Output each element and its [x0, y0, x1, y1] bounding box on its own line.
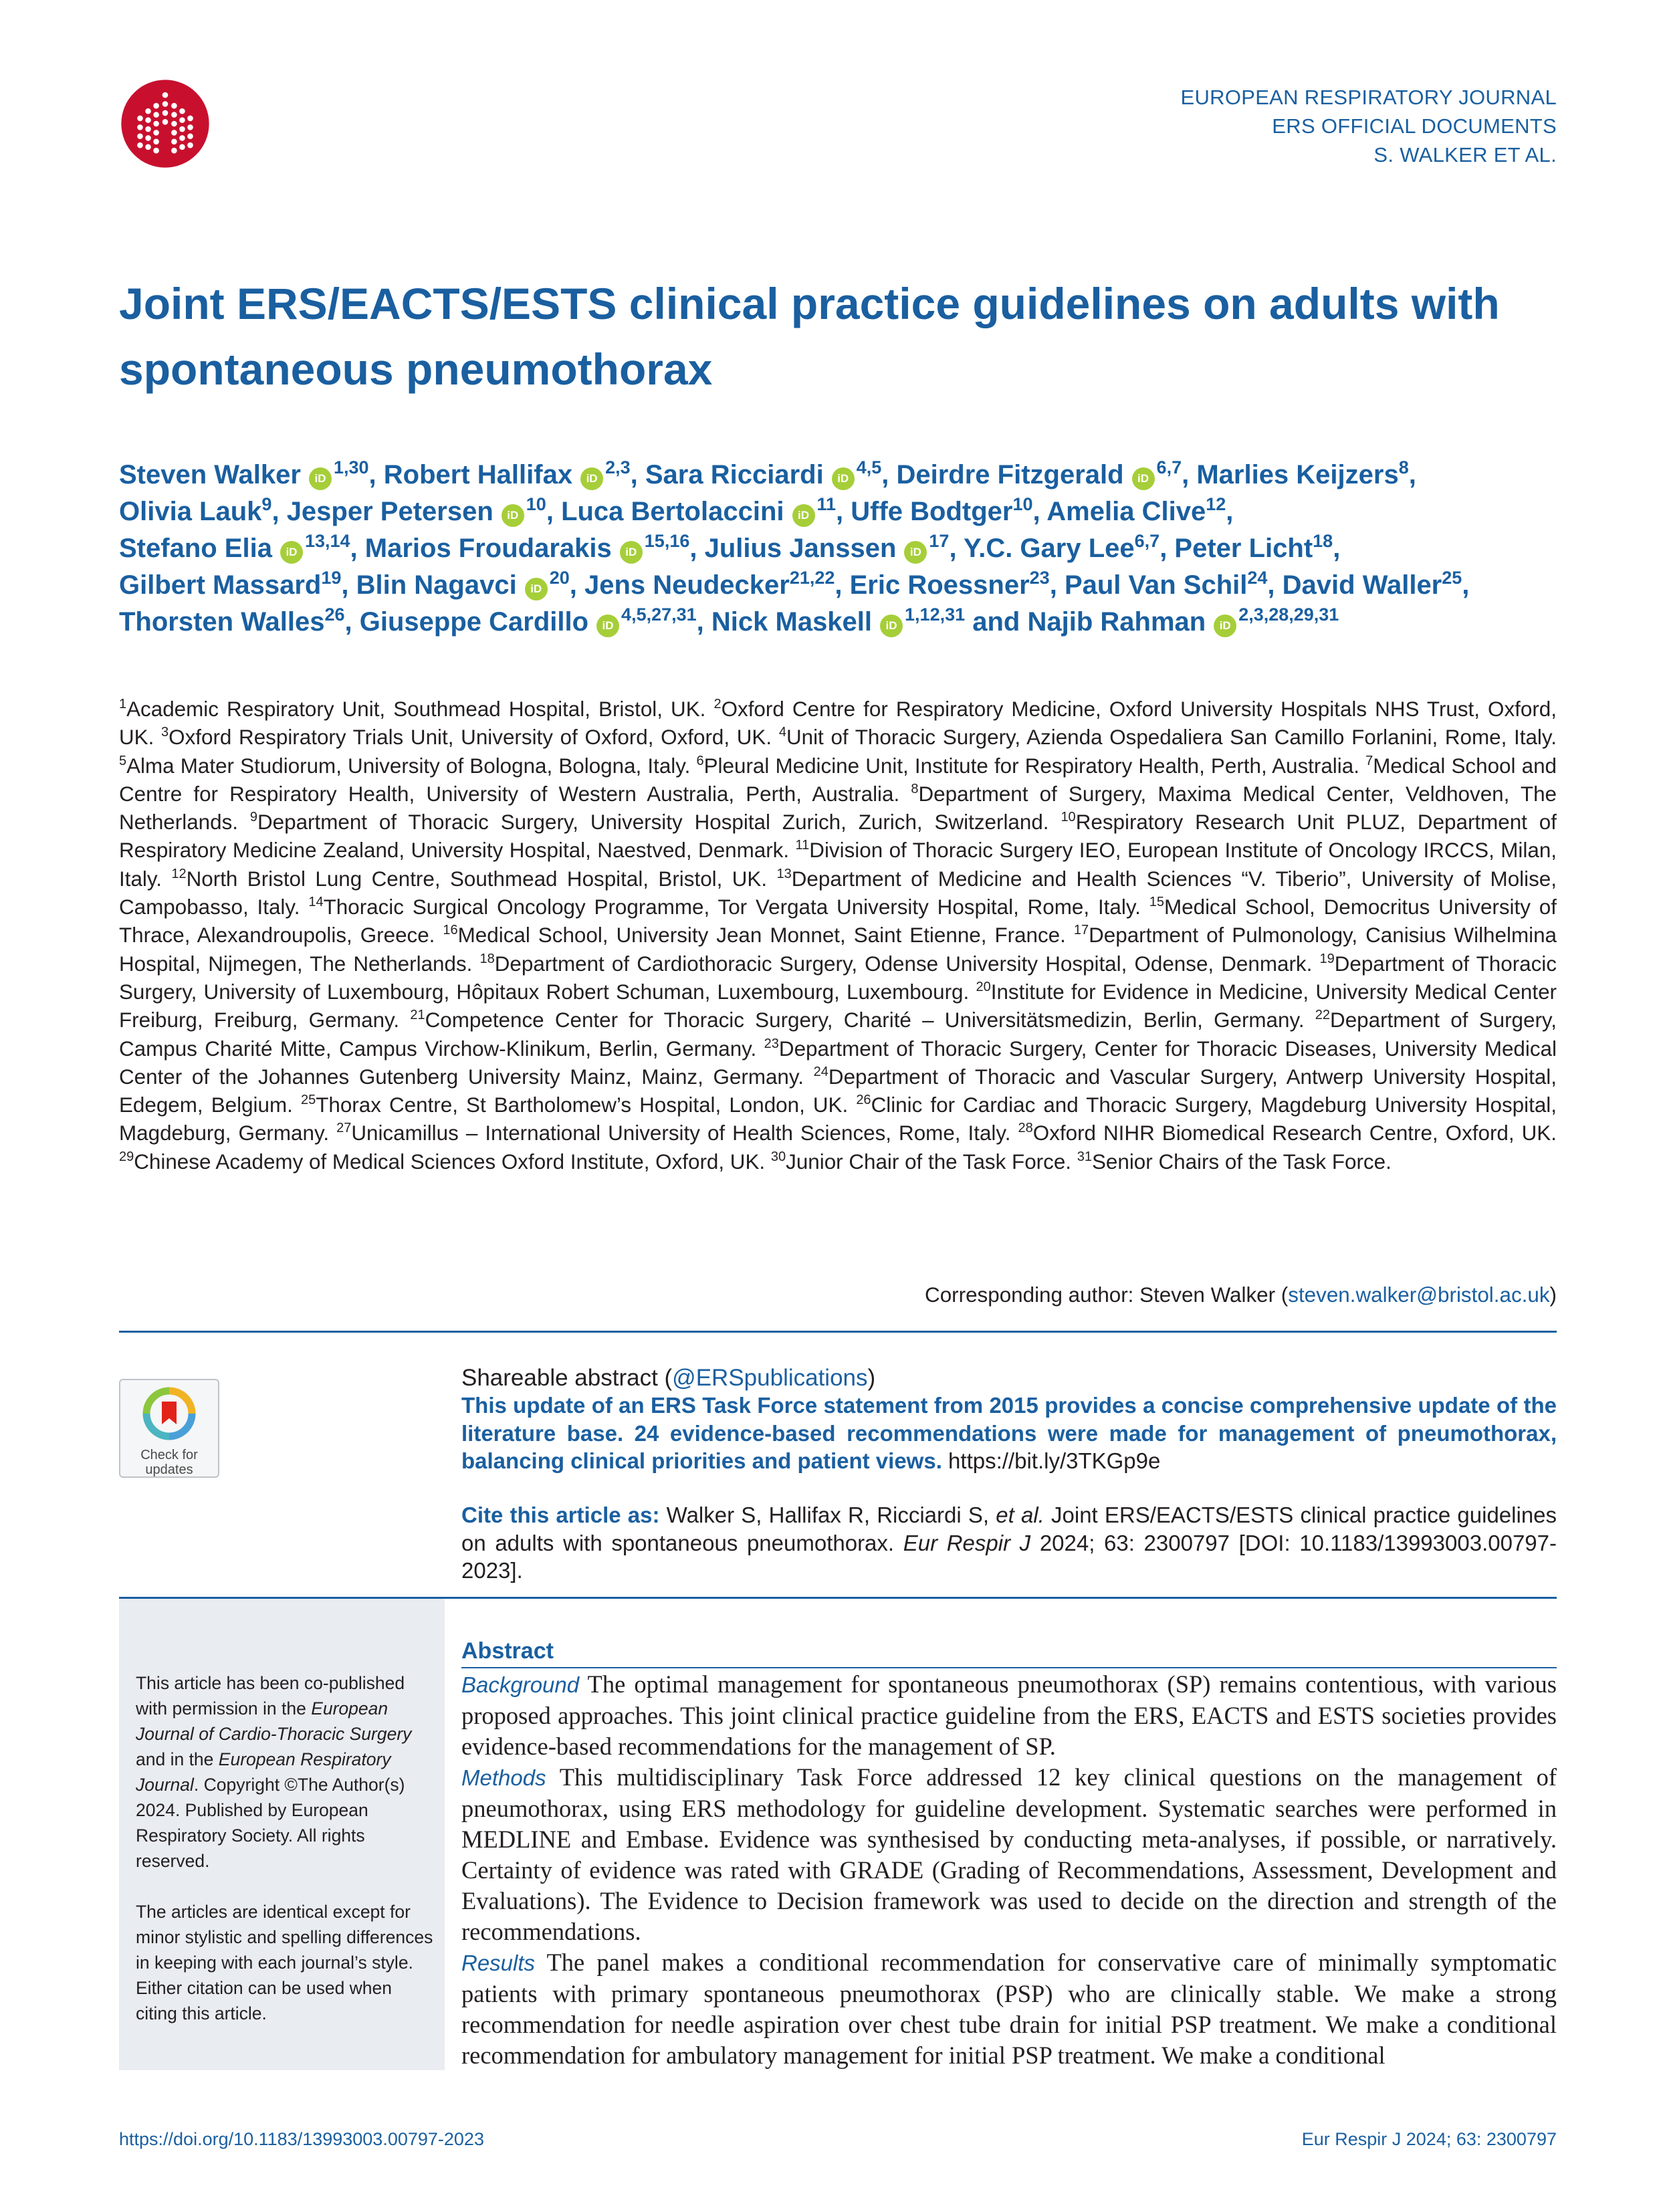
affiliation-text: Medical School, University Jean Monnet, Saint Etienne, France. [457, 923, 1066, 948]
orcid-icon[interactable]: iD [832, 467, 855, 490]
author-separator: , [1159, 534, 1175, 563]
affiliation-number: 18 [479, 951, 495, 966]
author-name-text: Eric Roessner [849, 570, 1030, 600]
orcid-icon[interactable]: iD [880, 615, 903, 637]
affiliation [336, 1121, 1010, 1145]
affiliation [480, 952, 1313, 976]
affiliation-number: 28 [1018, 1121, 1033, 1136]
sidebar-text-a: This article has been co-published with permission in the [136, 1673, 405, 1719]
logo-dot [137, 142, 143, 148]
author-name [896, 457, 1182, 489]
affiliation [1077, 1150, 1392, 1174]
author-name [1027, 604, 1339, 637]
author-separator: , [1032, 497, 1047, 526]
author-name [851, 494, 1033, 526]
affiliation-text: Department of Thoracic Surgery, University of Luxembourg, Hôpitaux Robert Schuman, Luxembourg, Luxembourg. [119, 952, 1557, 1004]
author-separator: , [1333, 534, 1341, 563]
author-separator: , [341, 570, 356, 600]
affiliation-text: Oxford Respiratory Trials Unit, University of Oxford, Oxford, UK. [169, 726, 772, 750]
check-for-updates-button[interactable] [119, 1379, 219, 1478]
affiliation [301, 1093, 848, 1117]
affiliation-number: 22 [1315, 1008, 1331, 1023]
affiliation-number: 29 [119, 1149, 134, 1164]
abstract-section-label: Methods [461, 1765, 546, 1790]
cite-title: Joint ERS/EACTS/ESTS clinical practice guidelines on adults with spontaneous pneumothorax. [461, 1503, 1557, 1555]
author-name-text: Stefano Elia [119, 534, 272, 563]
author-affiliation-number: 4,5 [856, 457, 882, 477]
affiliation-text: Clinic for Cardiac and Thoracic Surgery, Magdeburg University Hospital, Magdeburg, Germany. [119, 1093, 1557, 1145]
logo-dot [145, 135, 151, 141]
logo-dot [179, 117, 185, 123]
author-name-text: Julius Janssen [704, 534, 897, 563]
check-for-updates-line1: Check for [140, 1448, 198, 1462]
author-separator: , [1462, 570, 1470, 600]
author-name [119, 604, 345, 637]
affiliation [171, 867, 767, 891]
affiliation-text: Thorax Centre, St Bartholomew’s Hospital, London, UK. [316, 1093, 849, 1117]
affiliation-text: Department of Thoracic Surgery, Center for Thoracic Diseases, University Medical Center of the Johannes Gutenberg University Mainz, Mainz, Germany. [119, 1036, 1557, 1089]
author-affiliation-number: 6,7 [1156, 457, 1182, 477]
orcid-icon[interactable]: iD [1132, 467, 1155, 490]
affiliation-number: 14 [308, 895, 324, 910]
author-separator: , [696, 607, 711, 637]
author-separator: and [965, 607, 1028, 637]
article-type: ERS OFFICIAL DOCUMENTS [1272, 114, 1557, 138]
logo-dot [179, 144, 185, 150]
affiliation-text: Junior Chair of the Task Force. [786, 1149, 1071, 1174]
abstract-section-text: This multidisciplinary Task Force addressed 12 key clinical questions on the management of pneumothorax, using ERS methodology for guideline development. Systematic searches were performed in MEDLINE and Embase. Evidence was synthesised by conducting meta-analyses, if possible, or narratively. Certainty of evidence was rated with GRADE (Grading of Recommendations, Assessment, Development and Evaluations). The Evidence to Decision framework was used to decide on the direction and strength of the recommendations. [461, 1763, 1557, 1945]
logo-dot [171, 112, 177, 118]
affiliation-text: Oxford Centre for Respiratory Medicine, Oxford University Hospitals NHS Trust, Oxford, UK. [119, 697, 1557, 750]
logo-dot [145, 117, 151, 123]
cite-etal: et al. [996, 1503, 1044, 1527]
affiliation-number: 27 [336, 1121, 352, 1136]
article-title: Joint ERS/EACTS/ESTS clinical practice guidelines on adults with spontaneous pneumothorax [119, 279, 1500, 394]
orcid-icon[interactable]: iD [580, 467, 603, 490]
footer-reference: Eur Respir J 2024; 63: 2300797 [1301, 2129, 1557, 2149]
sidebar-text [136, 1670, 433, 2052]
author-affiliation-number: 1,12,31 [905, 604, 966, 625]
author-affiliation-number: 20 [549, 568, 570, 588]
orcid-icon[interactable]: iD [792, 504, 815, 527]
affiliation-number: 23 [764, 1036, 779, 1051]
affiliation-number: 1 [119, 697, 127, 711]
affiliation-number: 12 [171, 866, 187, 881]
author-separator: , [836, 497, 851, 526]
affiliation-number: 3 [161, 725, 169, 740]
corresponding-prefix: Corresponding author: Steven Walker ( [925, 1283, 1289, 1307]
author-name-text: Gilbert Massard [119, 570, 322, 600]
affiliation-text: Department of Surgery, Campus Charité Mitte, Campus Virchow-Klinikum, Berlin, Germany. [119, 1008, 1557, 1061]
logo-dot [171, 148, 177, 154]
author-name-text: Y.C. Gary Lee [963, 534, 1135, 563]
author-name-text: Marlies Keijzers [1196, 460, 1399, 489]
logo-dot [145, 126, 151, 132]
author-name [704, 531, 950, 563]
affiliation-text: Oxford NIHR Biomedical Research Centre, Oxford, UK. [1032, 1121, 1557, 1145]
affiliation-number: 21 [410, 1008, 425, 1023]
author-separator: , [689, 534, 705, 563]
author-affiliation-number: 18 [1313, 531, 1333, 551]
logo-dot [162, 101, 169, 107]
author-name-text: Sara Ricciardi [645, 460, 824, 489]
logo-dot [171, 130, 177, 136]
logo-dot [187, 116, 193, 122]
journal-name: EUROPEAN RESPIRATORY JOURNAL [1180, 86, 1557, 109]
logo-dot [187, 133, 193, 139]
author-separator: , [1049, 570, 1065, 600]
logo-dot [162, 92, 169, 98]
affiliation-text: Medical School and Centre for Respiratory Health, University of Western Australia, Perth, Australia. [119, 754, 1557, 806]
affiliation-text: Medical School, Democritus University of Thrace, Alexandroupolis, Greece. [119, 895, 1557, 948]
affiliation-number: 30 [770, 1149, 786, 1164]
author-affiliation-number: 8 [1398, 457, 1409, 477]
affiliation [1018, 1121, 1557, 1145]
affiliation-text: Competence Center for Thoracic Surgery, Charité – Universitätsmedizin, Berlin, Germany. [425, 1008, 1305, 1032]
author-name-text: Amelia Clive [1046, 497, 1206, 526]
author-separator: , [350, 534, 365, 563]
affiliation-text: Unit of Thoracic Surgery, Azienda Ospedaliera San Camillo Forlanini, Rome, Italy. [786, 726, 1557, 750]
author-affiliation-number: 2,3 [605, 457, 631, 477]
running-head [1180, 83, 1557, 169]
citation [461, 1501, 1557, 1585]
shareable-label-end: ) [867, 1365, 876, 1391]
affiliation-number: 2 [713, 697, 722, 711]
author-name-text: Najib Rahman [1027, 607, 1206, 637]
check-for-updates-line2: updates [145, 1462, 193, 1477]
abstract-section-text: The panel makes a conditional recommendation for conservative care of minimally symptomatic patients with primary spontaneous pneumothorax (PSP) who are clinically stable. We make a strong recommendation for needle aspiration over chest tube drain for initial PSP treatment. We make a conditional recommendation for ambulatory management for initial PSP treatment. We make a conditional [461, 1949, 1557, 2069]
author-name-text: Steven Walker [119, 460, 301, 489]
affiliation [119, 754, 690, 778]
abstract-section-label: Results [461, 1951, 536, 1975]
author-separator: , [344, 607, 360, 637]
affiliation-text: Unicamillus – International University of Health Sciences, Rome, Italy. [351, 1121, 1011, 1145]
logo-dot [137, 124, 143, 130]
cite-authors: Walker S, Hallifax R, Ricciardi S, [666, 1503, 990, 1527]
logo-dot [153, 103, 159, 109]
affiliation-number: 17 [1073, 923, 1089, 938]
author-name [356, 570, 570, 600]
author-name-text: Marios Froudarakis [364, 534, 612, 563]
affiliation-text: Thoracic Surgical Oncology Programme, Tor Vergata University Hospital, Rome, Italy. [323, 895, 1141, 919]
affiliation-number: 26 [856, 1093, 871, 1108]
logo-dot [171, 103, 177, 109]
author-affiliation-number: 21,22 [789, 568, 835, 588]
logo-dot [145, 108, 151, 114]
affiliation [308, 895, 1141, 919]
sidebar-text-c: . Copyright ©The Author(s) 2024. Published by European Respiratory Society. All rights reserved. [136, 1775, 405, 1871]
author-separator: , [1182, 460, 1197, 489]
author-name [383, 457, 631, 489]
author-affiliation-number: 15,16 [644, 531, 690, 551]
shareable-abstract-heading [461, 1364, 1557, 1392]
logo-dot [137, 116, 143, 122]
footer-doi-link[interactable]: https://doi.org/10.1183/13993003.00797-2023 [119, 2129, 484, 2149]
author-name [1174, 531, 1333, 563]
author-name [1046, 494, 1226, 526]
sidebar-journal-1: European Journal of Cardio-Thoracic Surgery [136, 1698, 412, 1744]
orcid-icon[interactable]: iD [620, 541, 643, 564]
author-name [119, 457, 369, 489]
author-name [1283, 570, 1462, 600]
logo-dot [179, 108, 185, 114]
author-name [364, 531, 690, 563]
affiliation-number: 5 [119, 753, 127, 768]
logo-dot [137, 133, 143, 139]
affiliation-number: 24 [813, 1064, 828, 1079]
check-for-updates-icon [142, 1387, 196, 1440]
shareable-label: Shareable abstract ( [461, 1365, 673, 1391]
affiliations [119, 695, 1557, 1176]
running-authors: S. WALKER ET AL. [1373, 143, 1557, 167]
abstract-section-methods [461, 1762, 1557, 1947]
author-name [561, 494, 837, 526]
author-name-text: Olivia Lauk [119, 497, 262, 526]
affiliation [779, 726, 1557, 749]
author-name-text: Robert Hallifax [383, 460, 573, 489]
affiliation-number: 19 [1319, 951, 1335, 966]
author-name-text: Paul Van Schil [1064, 570, 1248, 600]
orcid-icon[interactable]: iD [525, 578, 548, 600]
logo-dot [187, 142, 193, 148]
affiliation [697, 754, 1359, 778]
logo-dot [162, 110, 169, 116]
author-name [963, 531, 1160, 563]
author-name-text: Peter Licht [1174, 534, 1313, 563]
author-name-text: Luca Bertolaccini [561, 497, 784, 526]
author-separator: , [368, 460, 384, 489]
affiliation [119, 1150, 765, 1174]
twitter-handle-link[interactable]: @ERSpublications [672, 1365, 868, 1391]
affiliation [250, 810, 1049, 834]
orcid-icon[interactable]: iD [502, 504, 524, 527]
author-affiliation-number: 24 [1247, 568, 1268, 588]
logo-dot [153, 121, 159, 127]
author-name [711, 604, 966, 637]
copublication-note [136, 1670, 433, 1874]
author-separator: , [1226, 497, 1234, 526]
author-name-text: Blin Nagavci [356, 570, 517, 600]
affiliation-number: 25 [300, 1093, 316, 1108]
author-affiliation-number: 12 [1206, 494, 1226, 514]
affiliation [410, 1008, 1304, 1032]
author-separator: , [881, 460, 897, 489]
author-separator: , [949, 534, 964, 563]
affiliation-text: Institute for Evidence in Medicine, University Medical Center Freiburg, Freiburg, Germany. [119, 980, 1557, 1032]
divider-top [119, 1331, 1557, 1333]
affiliation-text: Pleural Medicine Unit, Institute for Respiratory Health, Perth, Australia. [703, 754, 1359, 778]
orcid-icon[interactable]: iD [280, 541, 303, 564]
sidebar-journal-2: European Respiratory Journal [136, 1749, 391, 1795]
affiliation [443, 923, 1065, 947]
affiliation-text: Department of Cardiothoracic Surgery, Odense University Hospital, Odense, Denmark. [494, 952, 1313, 976]
author-name [645, 457, 882, 489]
author-name [119, 531, 350, 563]
abstract-heading: Abstract [461, 1638, 1557, 1668]
abstract-section-results [461, 1947, 1557, 2071]
orcid-icon[interactable]: iD [309, 467, 332, 490]
author-name [584, 570, 835, 600]
shareable-abstract-body [461, 1392, 1557, 1475]
affiliation-text: Chinese Academy of Medical Sciences Oxford Institute, Oxford, UK. [134, 1149, 766, 1174]
short-link[interactable]: https://bit.ly/3TKGp9e [948, 1448, 1161, 1473]
affiliation-text: Department of Surgery, Maxima Medical Center, Veldhoven, The Netherlands. [119, 782, 1557, 835]
logo-dot [153, 139, 159, 145]
sidebar-text-b: and in the [136, 1749, 214, 1769]
author-separator: , [1267, 570, 1283, 600]
author-affiliation-number: 11 [816, 494, 837, 514]
author-name [286, 494, 546, 526]
affiliation-number: 11 [795, 838, 810, 853]
affiliation-text: North Bristol Lung Centre, Southmead Hospital, Bristol, UK. [186, 867, 768, 891]
logo-dot [179, 126, 185, 132]
author-name-text: Deirdre Fitzgerald [896, 460, 1124, 489]
author-separator: , [546, 497, 562, 526]
author-affiliation-number: 19 [321, 568, 342, 588]
author-name [119, 570, 341, 600]
logo-dot [171, 139, 177, 145]
author-name-text: Giuseppe Cardillo [359, 607, 589, 637]
affiliation-number: 31 [1077, 1149, 1092, 1164]
affiliation [161, 726, 772, 749]
logo-dot [153, 148, 159, 154]
affiliation-text: Alma Mater Studiorum, University of Bologna, Bologna, Italy. [126, 754, 691, 778]
affiliation-text: Senior Chairs of the Task Force. [1091, 1149, 1392, 1174]
author-affiliation-number: 10 [526, 494, 546, 514]
author-name-text: Thorsten Walles [119, 607, 325, 637]
cite-journal: Eur Respir J [903, 1530, 1031, 1555]
affiliation-number: 16 [443, 923, 458, 938]
affiliation-number: 9 [249, 810, 258, 825]
affiliation-text: Department of Medicine and Health Sciences “V. Tiberio”, University of Molise, Campobasso, Italy. [119, 867, 1557, 919]
author-name [850, 570, 1050, 600]
abstract-section-text: The optimal management for spontaneous pneumothorax (SP) remains contentious, with various proposed approaches. This joint clinical practice guideline from the ERS, EACTS and ESTS societies provides evidence-based recommendations for the management of SP. [461, 1670, 1557, 1760]
corresponding-author [925, 1283, 1557, 1307]
affiliation-number: 7 [1365, 753, 1373, 768]
shareable-abstract [461, 1364, 1557, 1475]
author-separator: , [1408, 460, 1416, 489]
affiliation-text: Division of Thoracic Surgery IEO, European Institute of Oncology IRCCS, Milan, Italy. [119, 839, 1557, 891]
abstract-body [461, 1669, 1557, 2071]
author-affiliation-number: 25 [1442, 568, 1462, 588]
affiliation-number: 15 [1149, 895, 1165, 910]
author-affiliation-number: 13,14 [304, 531, 350, 551]
affiliation-text: Academic Respiratory Unit, Southmead Hospital, Bristol, UK. [126, 697, 706, 721]
author-affiliation-number: 23 [1029, 568, 1050, 588]
affiliation-number: 6 [696, 753, 704, 768]
logo-dot [187, 124, 193, 130]
author-name-text: Jens Neudecker [584, 570, 790, 600]
author-name-text: Nick Maskell [711, 607, 873, 637]
affiliation [119, 697, 705, 721]
author-name-text: Uffe Bodtger [851, 497, 1013, 526]
affiliation-text: Department of Thoracic Surgery, University Hospital Zurich, Zurich, Switzerland. [257, 810, 1049, 835]
abstract-section-label: Background [461, 1672, 580, 1697]
author-affiliation-number: 26 [324, 604, 345, 625]
author-separator: , [569, 570, 584, 600]
author-affiliation-number: 6,7 [1134, 531, 1160, 551]
logo-dot [171, 121, 177, 127]
cite-label: Cite this article as: [461, 1503, 660, 1527]
logo-dot [153, 112, 159, 118]
author-affiliation-number: 10 [1012, 494, 1033, 514]
orcid-icon[interactable]: iD [596, 615, 619, 637]
author-affiliation-number: 2,3,28,29,31 [1238, 604, 1339, 625]
affiliation-text: Department of Pulmonology, Canisius Wilhelmina Hospital, Nijmegen, The Netherlands. [119, 923, 1557, 976]
logo-dot [145, 144, 151, 150]
author-name-text: David Waller [1282, 570, 1442, 600]
corresponding-email-link[interactable]: steven.walker@bristol.ac.uk [1288, 1283, 1550, 1307]
author-separator: , [271, 497, 287, 526]
ers-logo-icon [120, 79, 210, 169]
identical-note: The articles are identical except for minor stylistic and spelling differences in keeping with each journal’s style. Either citation can be used when citing this article. [136, 1902, 433, 2023]
author-affiliation-number: 17 [929, 531, 950, 551]
author-affiliation-number: 4,5,27,31 [621, 604, 697, 625]
affiliation-text: Respiratory Research Unit PLUZ, Department of Respiratory Medicine Zealand, University Hospital, Naestved, Denmark. [119, 810, 1557, 863]
shareable-text: This update of an ERS Task Force statement from 2015 provides a concise comprehensive update of the literature base. 24 evidence-based recommendations were made for management of pneumothorax, balancing clinical priorities and patient views. [461, 1393, 1557, 1473]
affiliation [771, 1150, 1071, 1174]
affiliation-number: 20 [976, 979, 991, 994]
affiliation-number: 4 [778, 725, 786, 740]
affiliation-number: 13 [776, 866, 792, 881]
author-affiliation-number: 1,30 [333, 457, 369, 477]
logo-dot [153, 130, 159, 136]
orcid-icon[interactable]: iD [1214, 615, 1236, 637]
orcid-icon[interactable]: iD [904, 541, 927, 564]
abstract-section-background [461, 1669, 1557, 1762]
affiliation-number: 10 [1061, 810, 1076, 825]
author-name [1065, 570, 1267, 600]
author-separator: , [630, 460, 645, 489]
affiliation-number: 8 [911, 781, 919, 796]
author-name [1196, 457, 1409, 489]
affiliation-text: Department of Thoracic and Vascular Surgery, Antwerp University Hospital, Edegem, Belgium. [119, 1065, 1557, 1117]
cite-details: 2024; 63: 2300797 [DOI: 10.1183/13993003.00797-2023]. [461, 1530, 1557, 1583]
corresponding-suffix: ) [1549, 1283, 1557, 1307]
author-name [119, 494, 272, 526]
author-separator: , [835, 570, 850, 600]
author-affiliation-number: 9 [261, 494, 272, 514]
author-list [119, 457, 1557, 641]
logo-dot [162, 119, 169, 125]
author-name [359, 604, 697, 637]
logo-dot [179, 135, 185, 141]
author-name-text: Jesper Petersen [286, 497, 493, 526]
